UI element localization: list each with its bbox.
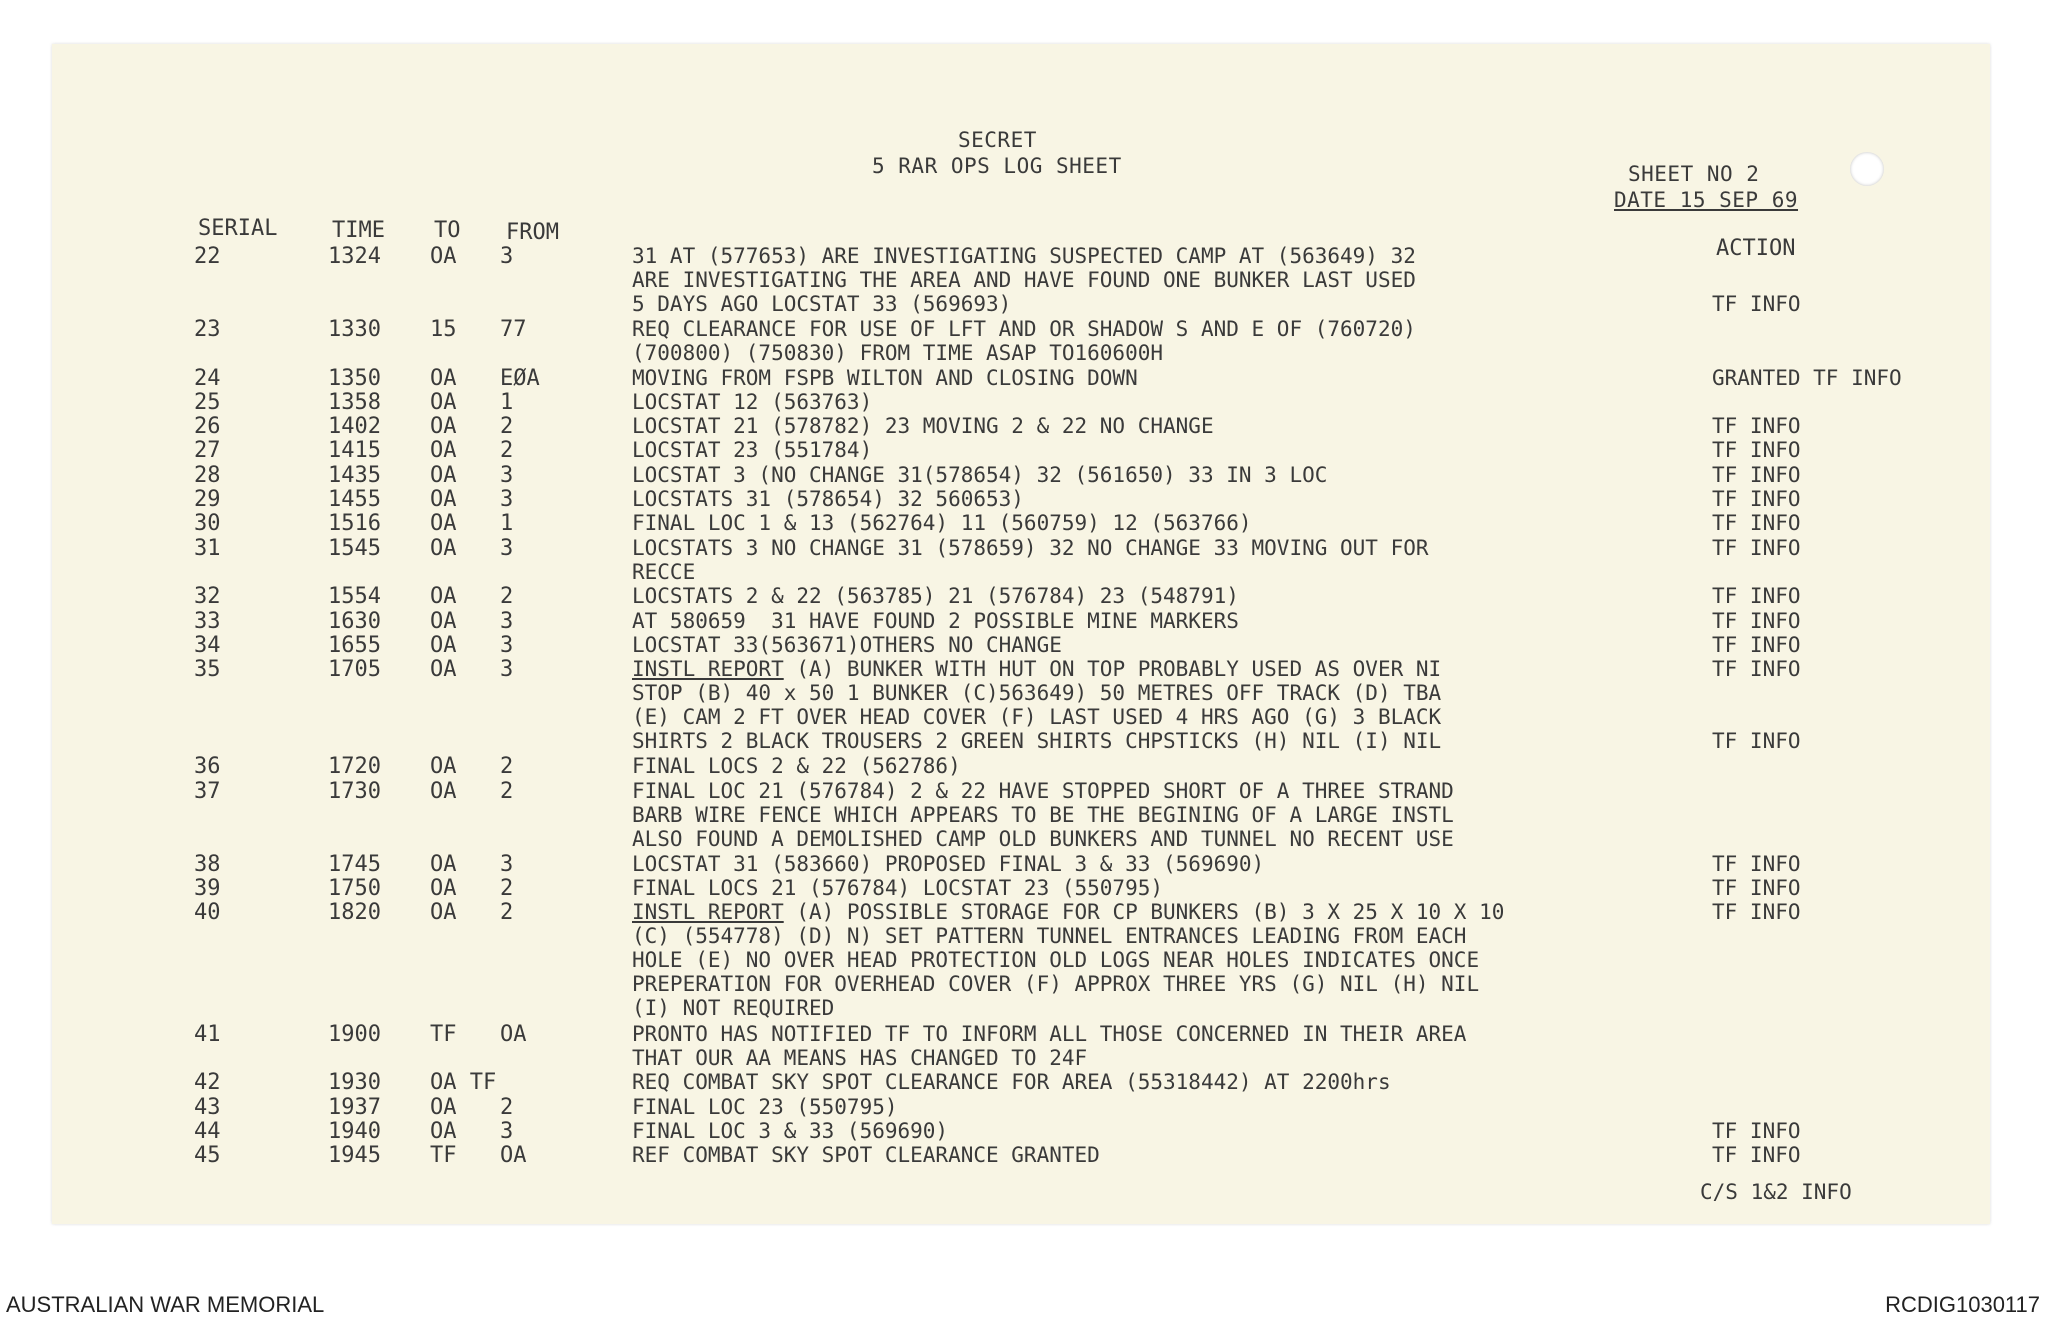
entry-action [1712,584,1801,608]
entry-text-line: 31 AT (577653) ARE INVESTIGATING SUSPECTED CAMP AT (563649) 32 [632,244,1416,268]
entry-action [1712,1095,1725,1119]
entry-time: 1945 [328,1143,381,1169]
entry-time: 1350 [328,365,381,391]
entry-text-line: LOCSTAT 33(563671)OTHERS NO CHANGE [632,632,1062,657]
entry-time: 1705 [328,657,381,683]
footer-record-id: RCDIG1030117 [1885,1292,2040,1317]
entry-action-line: TF INFO [1712,729,1801,754]
entry-text [632,390,872,414]
entry-text-line: LOCSTATS 3 NO CHANGE 31 (578659) 32 NO CHANGE 33 MOVING OUT FOR [632,535,1429,560]
entry-action-line [1712,390,1725,414]
entry-text [632,438,872,462]
entry-text-line: SHIRTS 2 BLACK TROUSERS 2 GREEN SHIRTS CHPSTICKS (H) NIL (I) NIL [632,729,1442,754]
entry-time: 1324 [328,244,381,269]
entry-serial: 23 [194,316,221,342]
entry-from: 2 [500,900,514,926]
entry-text-line: LOCSTAT 23 (551784) [632,438,873,463]
entry-to: OA [430,462,457,488]
entry-text [632,852,1264,876]
entry-time: 1745 [328,851,381,877]
entry-action [1712,876,1801,900]
entry-time: 1750 [328,875,381,901]
entry-text-line: REF COMBAT SKY SPOT CLEARANCE GRANTED [632,1143,1100,1168]
entry-to: OA [430,608,457,634]
entry-serial: 25 [194,389,221,415]
entry-to: OA [430,1094,457,1120]
entry-time: 1940 [328,1118,381,1144]
entry-from: 3 [500,851,514,877]
entry-action-line: TF INFO [1712,608,1801,633]
entry-time: 1435 [328,462,381,488]
entry-time: 1720 [328,754,381,780]
entry-action-line [1712,803,1725,827]
entry-time: 1655 [328,632,381,658]
entry-text-line: INSTL REPORT (A) BUNKER WITH HUT ON TOP PROBABLY USED AS OVER NI [632,657,1442,682]
entry-from: 3 [500,657,514,683]
entry-text-line: ALSO FOUND A DEMOLISHED CAMP OLD BUNKERS AND TUNNEL NO RECENT USE [632,826,1454,851]
entry-from: 3 [500,462,514,488]
entry-action [1712,438,1801,462]
entry-text-line: MOVING FROM FSPB WILTON AND CLOSING DOWN [632,365,1138,390]
entry-to: OA [430,487,457,512]
entry-action-line: GRANTED TF INFO [1712,365,1902,390]
entry-action-line [1712,244,1801,268]
entry-from: 77 [500,316,527,342]
extra-action-note: C/S 1&2 INFO [1700,1180,1852,1204]
entry-from: 1 [500,389,514,415]
entry-text-line: LOCSTAT 31 (583660) PROPOSED FINAL 3 & 33 (569690) [632,851,1265,876]
entry-from: 2 [500,438,514,464]
entry-from: 3 [500,244,514,269]
entry-action [1712,511,1801,535]
entry-action-line: TF INFO [1712,487,1801,511]
entry-to: OA [430,754,457,780]
entry-text [632,1095,898,1119]
entry-action-line: TF INFO [1712,414,1801,439]
entry-time: 1930 [328,1070,381,1096]
entry-text-line: FINAL LOC 3 & 33 (569690) [632,1118,949,1143]
entry-serial: 41 [194,1021,221,1047]
entry-from: 3 [500,535,514,561]
entry-serial: 39 [194,875,221,901]
entry-text-line: FINAL LOCS 21 (576784) LOCSTAT 23 (550795) [632,875,1164,900]
sheet-number: SHEET NO 2 [1628,162,1760,186]
entry-from: 1 [500,511,514,537]
entry-time: 1730 [328,778,381,804]
entry-to: OA [430,584,457,610]
entry-action-line: TF INFO [1712,1118,1801,1143]
entry-to: OA [430,851,457,877]
entry-to: OA [430,900,457,926]
document-title: 5 RAR OPS LOG SHEET [872,154,1122,178]
entry-action [1712,414,1801,438]
entry-action-line [1712,1070,1725,1094]
entry-action [1712,317,1725,365]
entry-action-line [1712,779,1725,803]
entry-text-line: LOCSTAT 12 (563763) [632,389,873,414]
entry-action [1712,754,1725,778]
entry-from: 3 [500,487,514,512]
entry-text-line: LOCSTATS 2 & 22 (563785) 21 (576784) 23 (548791) [632,584,1239,609]
entry-action-line [1712,1046,1725,1070]
entry-text-line: AT 580659 31 HAVE FOUND 2 POSSIBLE MINE MARKERS [632,608,1239,633]
entry-text-line: FINAL LOC 23 (550795) [632,1094,898,1119]
entry-text [632,366,1138,390]
entry-action-line [1712,268,1801,292]
entry-action [1712,244,1801,316]
entry-serial: 29 [194,487,221,512]
entry-action-line: TF INFO [1712,875,1801,900]
entry-text-line: STOP (B) 40 x 50 1 BUNKER (C)563649) 50 METRES OFF TRACK (D) TBA [632,681,1442,706]
entry-text-line: (I) NOT REQUIRED [632,996,835,1021]
entry-text [632,633,1062,657]
entry-to: OA [430,632,457,658]
entry-text [632,900,1504,1020]
entry-to: OA [430,511,457,537]
entry-serial: 36 [194,754,221,780]
entry-serial: 33 [194,608,221,634]
entry-time: 1516 [328,511,381,537]
entry-text-line: RECCE [632,559,696,584]
entry-text [632,244,1416,316]
entry-from: 2 [500,414,514,440]
entry-serial: 45 [194,1143,221,1169]
entry-action-line: TF INFO [1712,511,1801,536]
entry-text [632,657,1441,753]
footer-archive-name: AUSTRALIAN WAR MEMORIAL [6,1292,325,1317]
entry-text-line: LOCSTAT 21 (578782) 23 MOVING 2 & 22 NO CHANGE [632,414,1214,439]
entry-action-line: TF INFO [1712,438,1801,463]
entry-time: 1937 [328,1094,381,1120]
entry-from: OA [500,1021,527,1047]
entry-time: 1630 [328,608,381,634]
entry-action [1712,852,1801,876]
classification-label: SECRET [958,128,1037,152]
entry-from: 2 [500,584,514,610]
entry-text-line: (700800) (750830) FROM TIME ASAP TO160600H [632,340,1164,365]
entry-action [1712,1070,1725,1094]
entry-action-line: TF INFO [1712,462,1801,487]
entry-text-line: (C) (554778) (D) N) SET PATTERN TUNNEL ENTRANCES LEADING FROM EACH [632,924,1467,949]
entry-from: 3 [500,632,514,658]
entry-to: OA [430,414,457,440]
entry-from: 2 [500,754,514,780]
entry-from: 2 [500,875,514,901]
entry-action-line [1712,560,1801,584]
entry-action-line: TF INFO [1712,851,1801,876]
entry-to: OA [430,389,457,415]
entry-action-line: TF INFO [1712,900,1801,925]
entry-time: 1455 [328,487,381,512]
entry-to: OA [430,1118,457,1144]
entry-serial: 27 [194,438,221,464]
entry-text [632,1143,1100,1167]
entry-text [632,487,1024,511]
entry-action [1712,633,1801,657]
entry-time: 1330 [328,316,381,342]
entry-text [632,317,1416,365]
entry-serial: 32 [194,584,221,610]
entry-serial: 24 [194,365,221,391]
entry-action-line: TF INFO [1712,1143,1801,1168]
entry-text [632,584,1239,608]
entry-action-line [1712,754,1725,778]
entry-text-line: FINAL LOC 21 (576784) 2 & 22 HAVE STOPPED SHORT OF A THREE STRAND [632,778,1454,803]
entry-action-line [1712,996,1801,1020]
entry-from: EØA [500,365,540,391]
entry-to: OA [430,244,457,269]
entry-action-line [1712,1095,1725,1119]
entry-action-line [1712,341,1725,365]
entry-text [632,536,1429,584]
entry-action-line [1712,317,1725,341]
entry-text-line: PRONTO HAS NOTIFIED TF TO INFORM ALL THOSE CONCERNED IN THEIR AREA [632,1021,1467,1046]
entry-serial: 34 [194,632,221,658]
entry-from: 3 [500,1118,514,1144]
entry-text-line: FINAL LOCS 2 & 22 (562786) [632,754,961,779]
entry-to: OA [430,875,457,901]
entry-action [1712,487,1801,511]
entry-time: 1545 [328,535,381,561]
entry-text-line: PREPERATION FOR OVERHEAD COVER (F) APPROX THREE YRS (G) NIL (H) NIL [632,972,1480,997]
entry-action [1712,1022,1725,1070]
entry-action [1712,900,1801,1020]
column-header-serial: SERIAL [198,216,278,241]
entry-text-line: LOCSTATS 31 (578654) 32 560653) [632,487,1024,511]
entry-text [632,463,1327,487]
column-header-to: TO [434,218,461,243]
entry-text [632,609,1239,633]
entry-serial: 28 [194,462,221,488]
entry-action [1712,779,1725,851]
column-header-action: ACTION [1716,236,1796,261]
entry-action-line [1712,681,1801,705]
entry-serial: 40 [194,900,221,926]
entry-to: 15 [430,316,457,342]
entry-to: OA [430,438,457,464]
entry-text [632,1119,948,1143]
entry-serial: 42 [194,1070,221,1096]
column-header-from: FROM [506,220,559,245]
entry-text [632,414,1214,438]
entry-text-line: HOLE (E) NO OVER HEAD PROTECTION OLD LOGS NEAR HOLES INDICATES ONCE [632,948,1480,973]
entry-action [1712,1143,1801,1167]
entry-text-line: THAT OUR AA MEANS HAS CHANGED TO 24F [632,1045,1088,1070]
entry-action-line [1712,924,1801,948]
entry-time: 1820 [328,900,381,926]
entry-serial: 44 [194,1118,221,1144]
entry-serial: 30 [194,511,221,537]
entry-action-line: TF INFO [1712,535,1801,560]
entry-action [1712,1119,1801,1143]
entry-action-line [1712,948,1801,972]
entry-from: 2 [500,1094,514,1120]
entry-time: 1900 [328,1021,381,1047]
entry-time: 1415 [328,438,381,464]
entry-to: OA [430,657,457,683]
entry-serial: 37 [194,778,221,804]
entry-action-line [1712,705,1801,729]
entry-time: 1358 [328,389,381,415]
entry-to: OA [430,365,457,391]
entry-action [1712,657,1801,753]
sheet-date: DATE 15 SEP 69 [1614,188,1799,212]
entry-action-line [1712,827,1725,851]
entry-action-line: TF INFO [1712,292,1801,316]
entry-action-line: TF INFO [1712,657,1801,682]
entry-action-line [1712,1022,1725,1046]
entry-action [1712,390,1725,414]
entry-text-line: REQ COMBAT SKY SPOT CLEARANCE FOR AREA (55318442) AT 2200hrs [632,1070,1391,1095]
entry-text-line: BARB WIRE FENCE WHICH APPEARS TO BE THE BEGINING OF A LARGE INSTL [632,802,1454,827]
entry-action [1712,536,1801,584]
entry-serial: 31 [194,535,221,561]
entry-text [632,876,1163,900]
entry-to: OA TF [430,1070,497,1096]
entry-action [1712,463,1801,487]
entry-from: 2 [500,778,514,804]
entry-action-line: TF INFO [1712,632,1801,657]
entry-text-line: INSTL REPORT (A) POSSIBLE STORAGE FOR CP BUNKERS (B) 3 X 25 X 10 X 10 [632,900,1505,925]
entry-serial: 22 [194,244,221,269]
entry-from: OA [500,1143,527,1169]
entry-text-line: ARE INVESTIGATING THE AREA AND HAVE FOUND ONE BUNKER LAST USED [632,268,1416,292]
entry-text-line: LOCSTAT 3 (NO CHANGE 31(578654) 32 (561650) 33 IN 3 LOC [632,462,1328,487]
entry-text-line: 5 DAYS AGO LOCSTAT 33 (569693) [632,292,1012,316]
entry-action-line [1712,972,1801,996]
entry-serial: 26 [194,414,221,440]
entry-text-line: REQ CLEARANCE FOR USE OF LFT AND OR SHADOW S AND E OF (760720) [632,316,1416,341]
entry-action-line: TF INFO [1712,584,1801,609]
entry-text-line: FINAL LOC 1 & 13 (562764) 11 (560759) 12 (563766) [632,511,1252,536]
entry-serial: 38 [194,851,221,877]
entry-to: TF [430,1143,457,1169]
entry-text [632,511,1252,535]
entry-text [632,779,1454,851]
entry-serial: 35 [194,657,221,683]
entry-text-line: (E) CAM 2 FT OVER HEAD COVER (F) LAST USED 4 HRS AGO (G) 3 BLACK [632,705,1442,730]
entry-serial: 43 [194,1094,221,1120]
column-header-time: TIME [332,218,385,243]
entry-action [1712,366,1902,390]
entry-to: TF [430,1021,457,1047]
entry-text [632,1070,1391,1094]
entry-from: 3 [500,608,514,634]
entry-to: OA [430,535,457,561]
entry-action [1712,609,1801,633]
entry-time: 1554 [328,584,381,610]
entry-text [632,754,961,778]
entry-to: OA [430,778,457,804]
entry-time: 1402 [328,414,381,440]
entry-text [632,1022,1466,1070]
